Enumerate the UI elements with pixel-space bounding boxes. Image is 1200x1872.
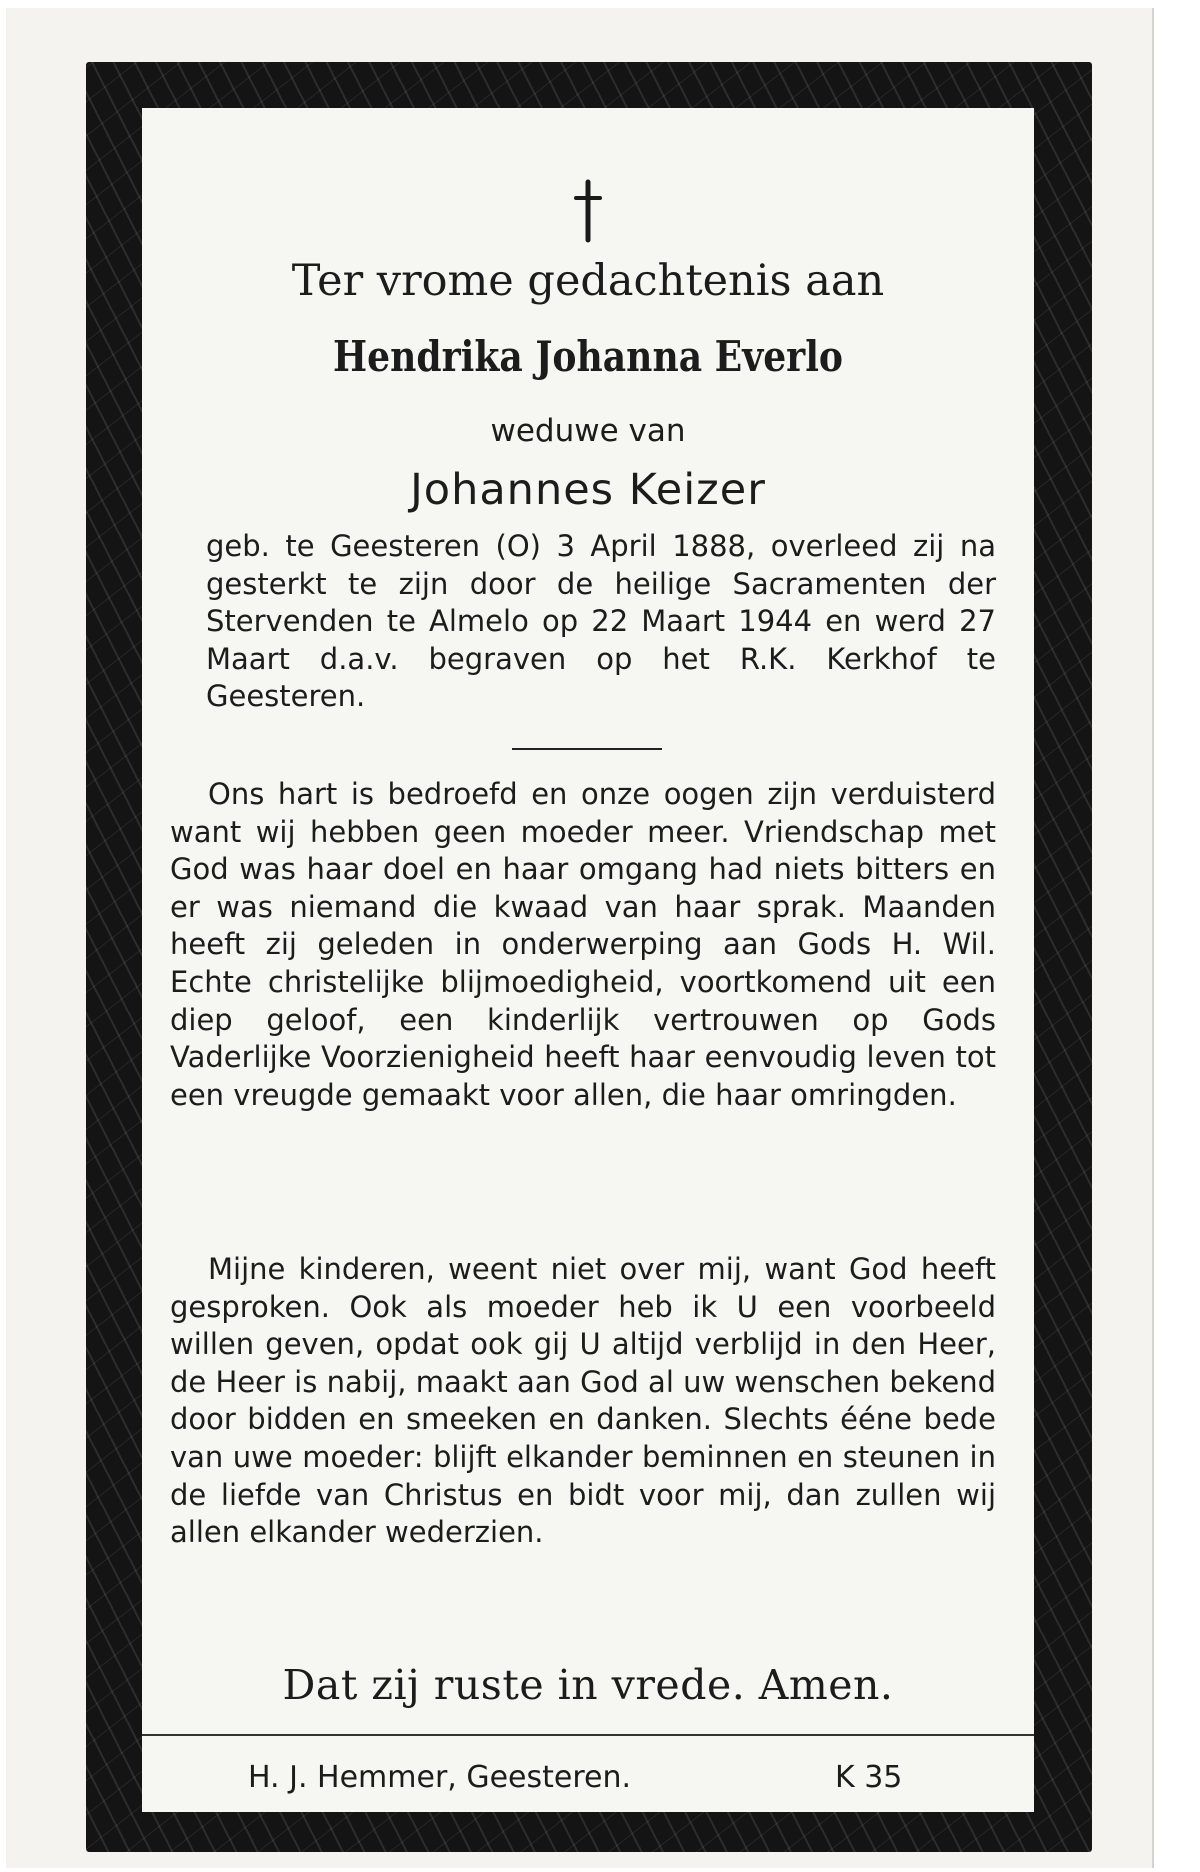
relation-text: weduwe van bbox=[490, 413, 686, 449]
deceased-name: Hendrika Johanna Everlo bbox=[332, 332, 844, 381]
closing-prayer: Dat zij ruste in vrede. Amen. bbox=[282, 1661, 894, 1709]
farewell-paragraph: Mijne kinderen, weent niet over mij, want God heeft gesproken. Ook als moeder heb ik U een voorbeeld willen geven, opdat ook gij U altijd verblijd in den Heer, de Heer is nabij, maakt aan God al uw wenschen bekend door bidden en smeeken en danken. Slechts ééne bede van uwe moeder: blijft elkander beminnen en steunen in de liefde van Christus en bidt voor mij, dan zullen wij allen elkander wederzien. bbox=[170, 1252, 996, 1550]
divider-line bbox=[512, 748, 662, 750]
spouse-name: Johannes Keizer bbox=[410, 465, 766, 515]
biography-paragraph: geb. te Geesteren (O) 3 April 1888, overleed zij na gesterkt te zijn door de heilige Sacramenten der Stervenden te Almelo op 22 Maart 1944 en werd 27 Maart d.a.v. begraven op het R.K. Kerkhof te Geesteren. bbox=[206, 529, 996, 714]
printer-footer bbox=[142, 1756, 1034, 1812]
footer-rule bbox=[142, 1734, 1034, 1736]
card-code: K 35 bbox=[835, 1760, 903, 1795]
tribute-paragraph: Ons hart is bedroefd en onze oogen zijn verduisterd want wij hebben geen moeder meer. Vriendschap met God was haar doel en haar omgang had niets bitters en er was niemand die kwaad van haar sprak. Maanden heeft zij geleden in onderwerping aan Gods H. Wil. Echte christelijke blijmoedigheid, voortkomend uit een diep geloof, een kinderlijk vertrouwen op Gods Vaderlijke Voorzienigheid heeft haar eenvoudig leven tot een vreugde gemaakt voor allen, die haar omringden. bbox=[170, 777, 996, 1112]
printer-name: H. J. Hemmer, Geesteren. bbox=[248, 1760, 632, 1795]
card-content bbox=[142, 108, 1034, 1795]
cross-icon bbox=[142, 178, 1034, 248]
dedication-line: Ter vrome gedachtenis aan bbox=[291, 256, 885, 306]
